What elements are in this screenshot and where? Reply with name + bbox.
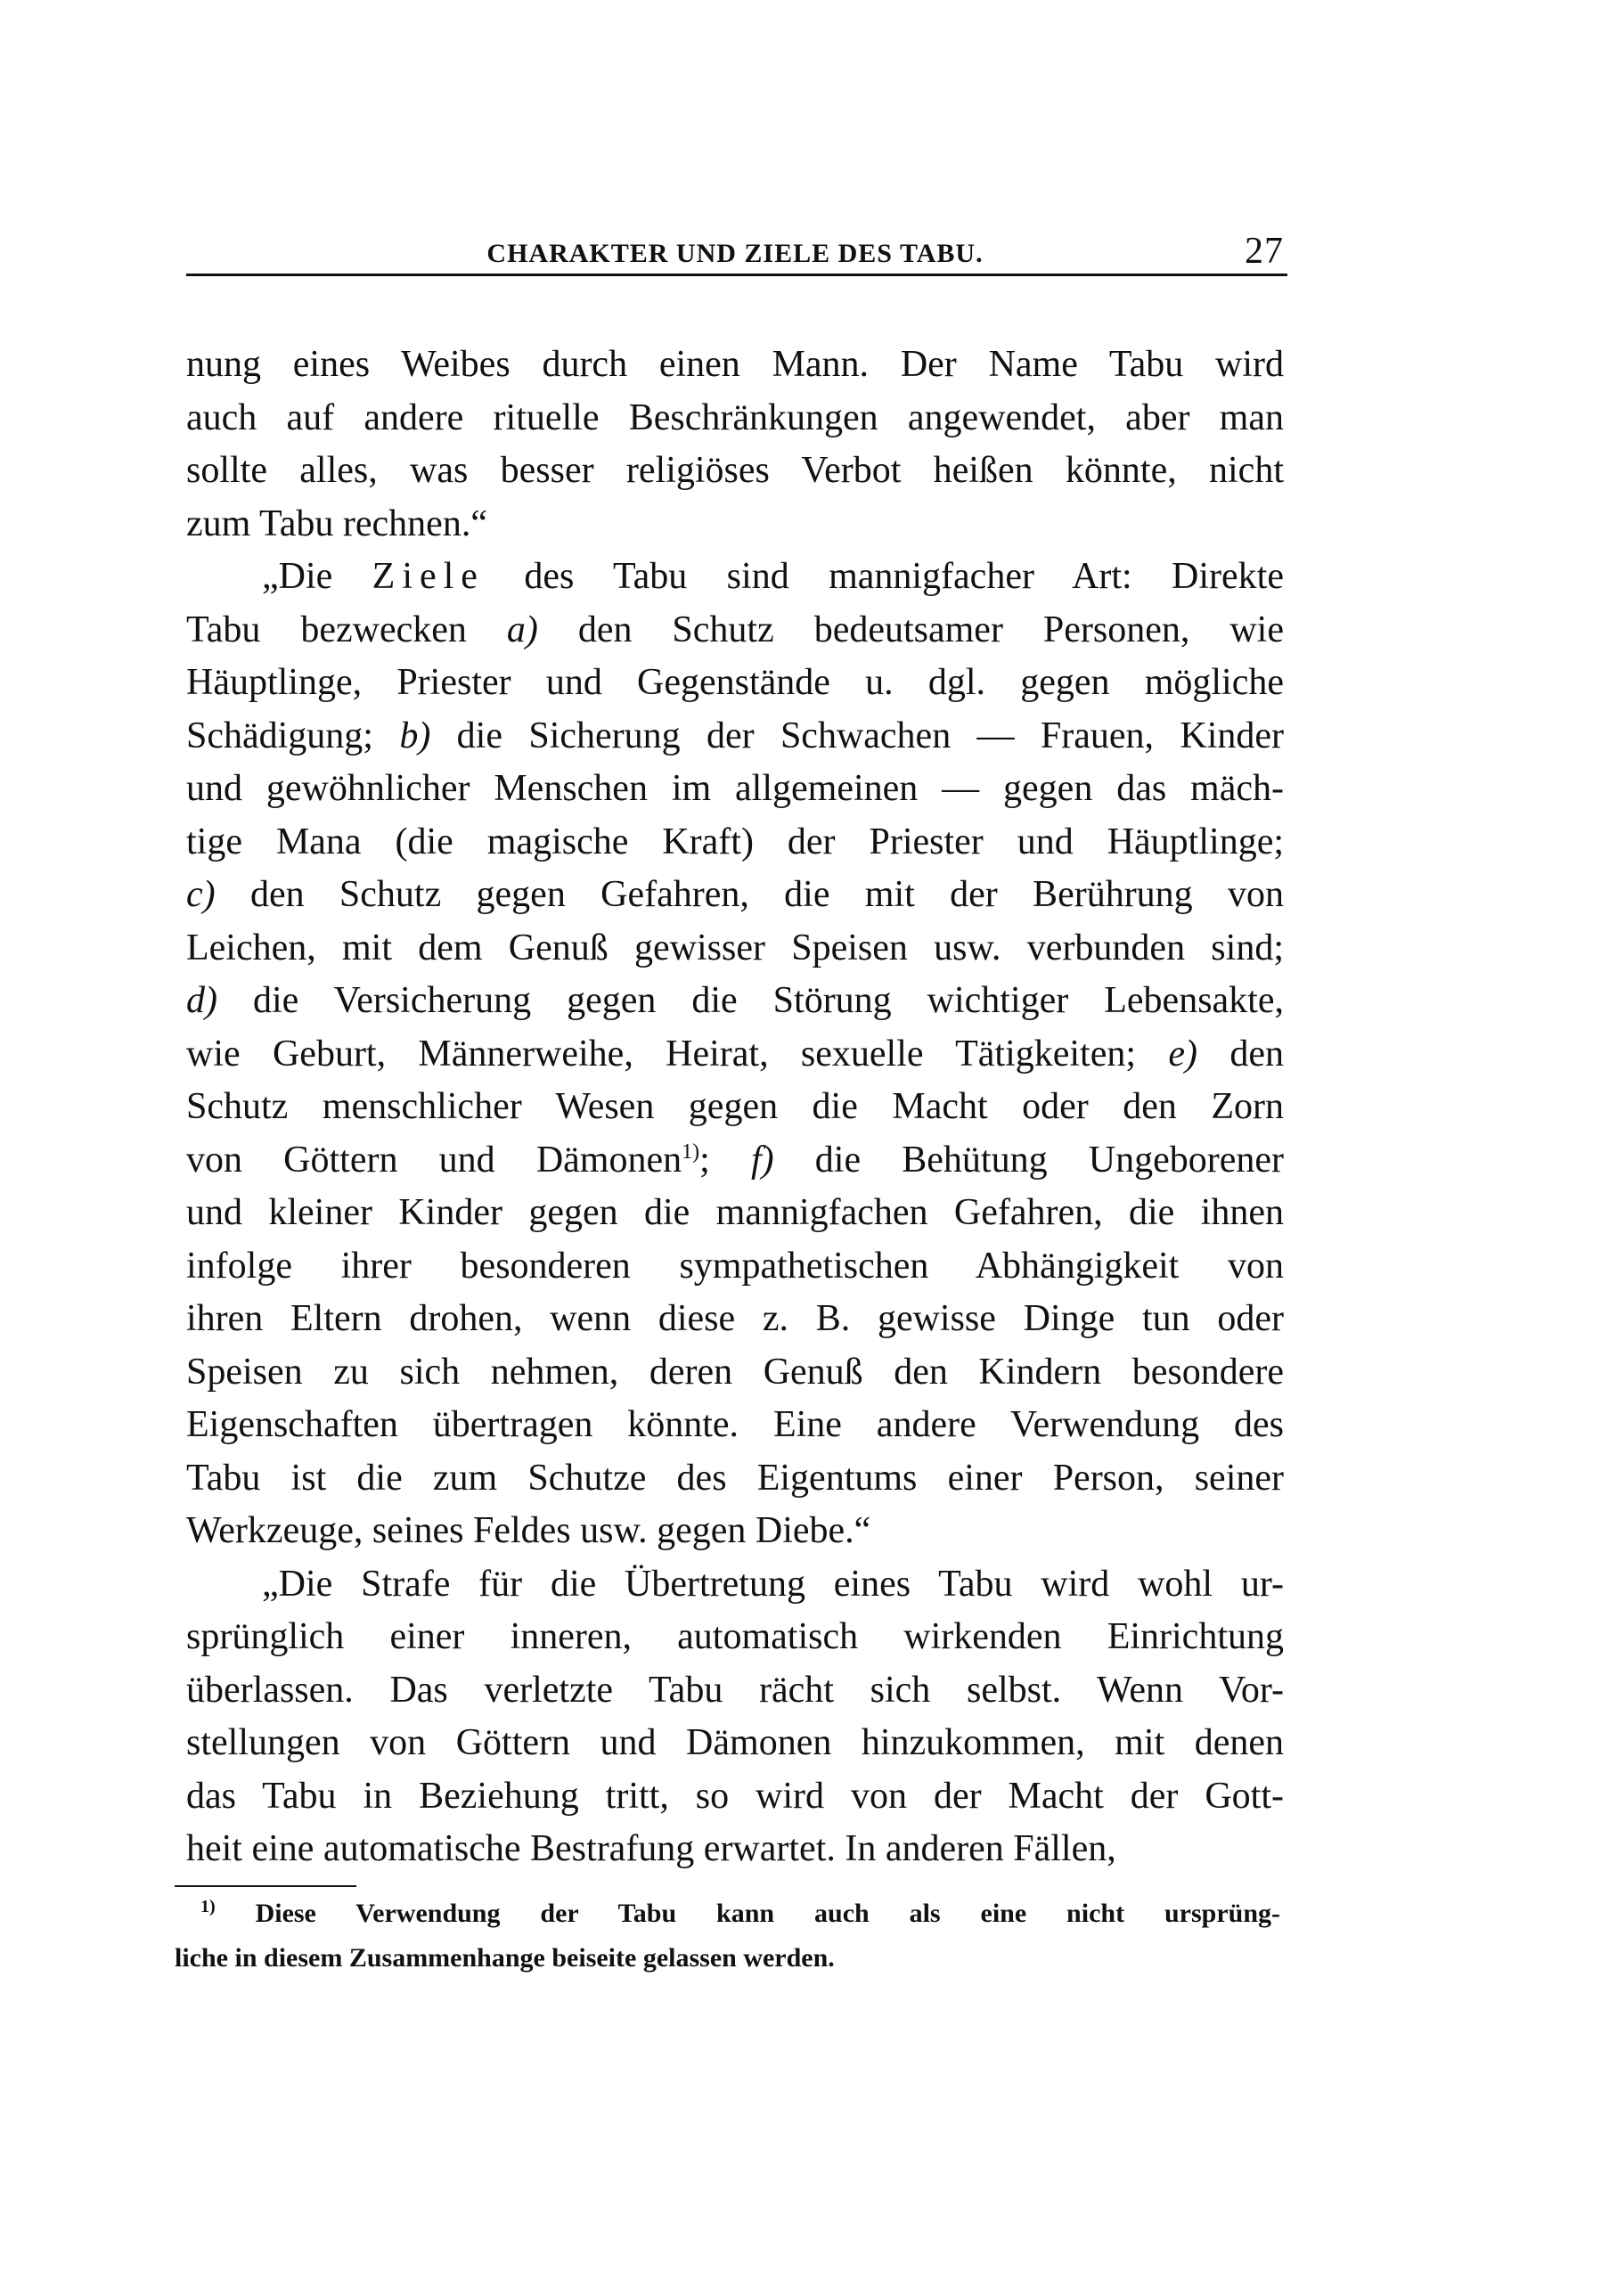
- text-line: [186, 1774, 1284, 1818]
- text-segment: heit eine automatische Bestrafung erwartet. In anderen Fällen,: [186, 1828, 1116, 1869]
- text-segment: Schutz menschlicher Wesen gegen die Macht oder den Zorn: [186, 1086, 1284, 1127]
- text-line: [186, 1456, 1284, 1500]
- header-rule: [186, 274, 1287, 276]
- text-line: [186, 978, 1284, 1023]
- text-segment: Tabu ist die zum Schutze des Eigentums einer Person, seiner: [186, 1457, 1284, 1499]
- text-segment: f): [750, 1139, 774, 1181]
- text-segment: überlassen. Das verletzte Tabu rächt sich selbst. Wenn Vor-: [186, 1669, 1284, 1711]
- text-segment: den: [1197, 1033, 1284, 1074]
- text-segment: die Sicherung der Schwachen — Frauen, Kinder: [430, 715, 1284, 756]
- text-segment: Häuptlinge, Priester und Gegenstände u. dgl. gegen mögliche: [186, 662, 1284, 703]
- text-segment: nung eines Weibes durch einen Mann. Der Name Tabu wird: [186, 344, 1284, 385]
- text-segment: b): [399, 715, 431, 756]
- text-segment: e): [1168, 1033, 1198, 1074]
- text-line: [186, 342, 1284, 387]
- text-segment: den Schutz gegen Gefahren, die mit der Berührung von: [215, 874, 1284, 915]
- text-line: [186, 396, 1284, 440]
- text-segment: des Tabu sind mannigfacher Art: Direkte: [484, 556, 1284, 597]
- text-line: [186, 1402, 1284, 1447]
- text-segment: sprünglich einer inneren, automatisch wirkenden Einrichtung: [186, 1616, 1284, 1657]
- text-line: [186, 1668, 1284, 1712]
- text-line: [186, 1138, 1284, 1182]
- text-segment: infolge ihrer besonderen sympathetischen Abhängigkeit von: [186, 1245, 1284, 1287]
- text-segment: c): [186, 874, 216, 915]
- text-line: [186, 820, 1284, 864]
- text-line: [186, 1244, 1284, 1288]
- text-segment: sollte alles, was besser religiöses Verbot heißen könnte, nicht: [186, 450, 1284, 491]
- text-segment: Eigenschaften übertragen könnte. Eine andere Verwendung des: [186, 1404, 1284, 1445]
- text-line: [186, 1562, 1284, 1606]
- text-segment: stellungen von Göttern und Dämonen hinzukommen, mit denen: [186, 1722, 1284, 1763]
- text-line: [186, 1190, 1284, 1235]
- text-segment: ihren Eltern drohen, wenn diese z. B. gewisse Dinge tun oder: [186, 1298, 1284, 1339]
- text-line: [186, 1350, 1284, 1394]
- text-segment: die Behütung Ungeborener: [773, 1139, 1284, 1181]
- text-segment: „Die Strafe für die Übertretung eines Tabu wird wohl ur-: [262, 1563, 1284, 1605]
- text-segment: Schädigung;: [186, 715, 400, 756]
- text-line: [186, 872, 1284, 917]
- text-segment: und gewöhnlicher Menschen im allgemeinen — gegen das mäch-: [186, 768, 1284, 809]
- footnote-text: liche in diesem Zusammenhange beiseite gelassen werden.: [175, 1943, 835, 1973]
- text-segment: a): [506, 609, 538, 650]
- footnote-reference: 1): [682, 1140, 700, 1164]
- text-segment: den Schutz bedeutsamer Personen, wie: [537, 609, 1284, 650]
- text-segment: Ziele: [372, 556, 485, 597]
- text-line: [186, 1508, 1284, 1553]
- text-segment: Leichen, mit dem Genuß gewisser Speisen usw. verbunden sind;: [186, 927, 1284, 968]
- text-segment: Tabu bezwecken: [186, 609, 507, 650]
- footnote-text: Diese Verwendung der Tabu kann auch als eine nicht ursprüng-: [215, 1899, 1280, 1928]
- text-line: [186, 1720, 1284, 1765]
- footnote-line: [175, 1941, 1254, 1976]
- text-segment: die Versicherung gegen die Störung wichtiger Lebensakte,: [217, 980, 1284, 1021]
- text-line: [186, 502, 1284, 546]
- text-segment: auch auf andere rituelle Beschränkungen angewendet, aber man: [186, 396, 1284, 438]
- text-line: [186, 1032, 1284, 1076]
- text-segment: tige Mana (die magische Kraft) der Priester und Häuptlinge;: [186, 821, 1284, 862]
- text-segment: zum Tabu rechnen.“: [186, 503, 487, 544]
- text-line: [186, 926, 1284, 970]
- text-line: [186, 1614, 1284, 1659]
- text-line: [186, 1296, 1284, 1341]
- text-line: [186, 554, 1284, 599]
- text-segment: wie Geburt, Männerweihe, Heirat, sexuelle Tätigkeiten;: [186, 1033, 1169, 1074]
- footnote-rule: [175, 1885, 356, 1887]
- text-segment: von Göttern und Dämonen: [186, 1139, 682, 1181]
- running-header: [186, 233, 1284, 273]
- text-line: [186, 714, 1284, 758]
- footnote-line: [200, 1889, 1280, 1932]
- text-segment: das Tabu in Beziehung tritt, so wird von der Macht der Gott-: [186, 1775, 1284, 1817]
- text-line: [186, 766, 1284, 811]
- text-segment: „Die: [262, 556, 372, 597]
- running-title: CHARAKTER UND ZIELE DES TABU.: [486, 239, 984, 268]
- footnote-marker: 1): [200, 1897, 216, 1916]
- text-line: [186, 660, 1284, 705]
- text-segment: Speisen zu sich nehmen, deren Genuß den Kindern besondere: [186, 1351, 1284, 1393]
- text-line: [186, 448, 1284, 493]
- text-segment: Werkzeuge, seines Feldes usw. gegen Diebe.“: [186, 1510, 871, 1551]
- text-line: [186, 1826, 1284, 1871]
- page-number: 27: [1245, 231, 1284, 272]
- text-segment: d): [186, 980, 217, 1021]
- text-segment: und kleiner Kinder gegen die mannigfachen Gefahren, die ihnen: [186, 1192, 1284, 1233]
- text-line: [186, 608, 1284, 652]
- text-line: [186, 1084, 1284, 1129]
- text-segment: ;: [699, 1139, 751, 1181]
